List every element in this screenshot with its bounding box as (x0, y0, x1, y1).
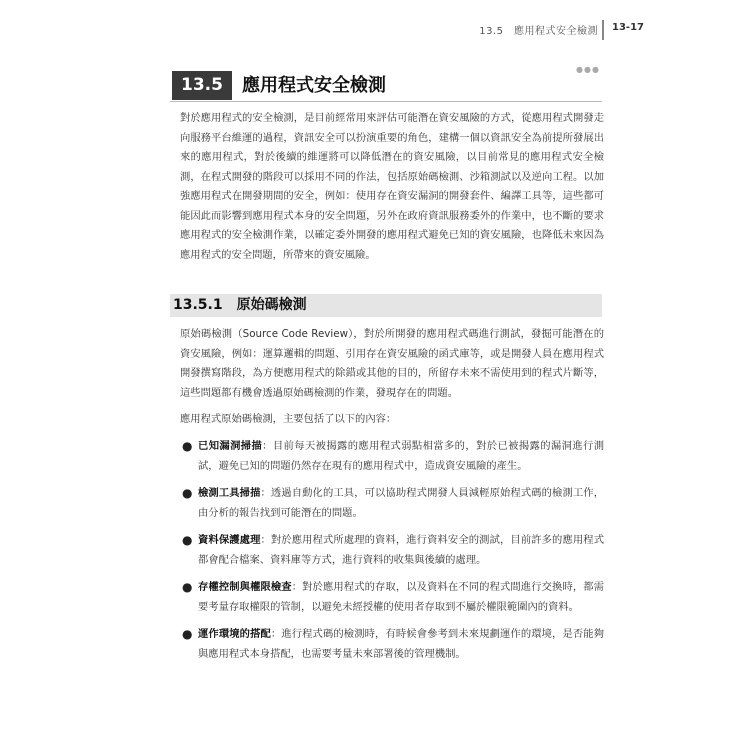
bullet-text: ：進行程式碼的檢測時，有時候會參考到未來規劃運作的環境，是否能夠與應用程式本身搭配，也需要考量未來部署後的管理機制。 (198, 628, 605, 660)
bullet-icon: ● (182, 580, 193, 594)
running-title: 13.5 應用程式安全檢測 (479, 26, 598, 37)
bullet-text: ：目前每天被揭露的應用程式弱點相當多的，對於已被揭露的漏洞進行測試，避免已知的問題仍然存在現有的應用程式中，造成資安風險的產生。 (198, 440, 605, 472)
subsection-title: 13.5.1 原始碼檢測 (173, 297, 307, 313)
list-item (180, 484, 604, 523)
bullet-term: 資料保護處理 (198, 534, 261, 546)
list-item (180, 437, 604, 476)
bullet-icon: ● (182, 486, 193, 500)
page-number: 13-17 (612, 22, 644, 33)
bullet-list (180, 437, 604, 672)
bullet-term: 運作環境的搭配 (198, 628, 271, 640)
bullet-icon: ● (182, 533, 193, 547)
decorative-dots: ●●● (576, 65, 600, 74)
section-title: 應用程式安全檢測 (242, 75, 386, 96)
bullet-term: 已知漏洞掃描 (198, 440, 263, 452)
page-header (0, 18, 750, 42)
header-divider (602, 20, 604, 40)
bullet-text: ：透過自動化的工具，可以協助程式開發人員減輕原始程式碼的檢測工作，由分析的報告找到可能潛在的問題。 (198, 487, 605, 519)
list-intro: 應用程式原始碼檢測，主要包括了以下的內容： (180, 413, 397, 425)
bullet-icon: ● (182, 439, 193, 453)
list-item (180, 531, 604, 570)
list-item (180, 578, 604, 617)
bullet-text: ：對於應用程式的存取，以及資料在不同的程式間進行交換時，都需要考量存取權限的管制，以避免未經授權的使用者存取到不屬於權限範圍內的資料。 (198, 581, 604, 613)
list-item (180, 625, 604, 664)
subsection-heading (170, 294, 602, 317)
bullet-term: 存權控制與權限檢查 (198, 581, 292, 593)
bullet-text: ：對於應用程式所處理的資料，進行資料安全的測試，目前許多的應用程式都會配合檔案、資料庫等方式，進行資料的收集與後續的處理。 (198, 534, 605, 566)
intro-paragraph: 對於應用程式的安全檢測，是目前經常用來評估可能潛在資安風險的方式，從應用程式開發走向服務平台維運的過程，資訊安全可以扮演重要的角色，建構一個以資訊安全為前提所發展出來的應用程式，對於後續的維運將可以降低潛在的資安風險，以目前常見的應用程式安全檢測，在程式開發的階段可以採用不同的作法，包括原始碼檢測、沙箱測試以及逆向工程。以加強應用程式在開發期間的安全，例如：使用存在資安漏洞的開發套件、編譯工具等，這些都可能因此而影響到應用程式本身的安全問題，另外在政府資訊服務委外的作業中，也不斷的要求應用程式的安全檢測作業，以確定委外開發的應用程式避免已知的資安風險，也降低未來因為應用程式的安全問題，所帶來的資安風險。 (180, 112, 604, 261)
bullet-icon: ● (182, 627, 193, 641)
subsection-paragraph: 原始碼檢測（Source Code Review），對於所開發的應用程式碼進行測試，發掘可能潛在的資安風險，例如：運算邏輯的問題、引用存在資安風險的函式庫等，或是開發人員在應用程式開發撰寫階段，為方便應用程式的除錯或其他的目的，所留存未來不需使用到的程式片斷等，這些問題都有機會透過原始碼檢測的作業，發現存在的問題。 (180, 328, 604, 399)
section-number: 13.5 (172, 71, 232, 100)
section-heading (170, 65, 602, 102)
bullet-term: 檢測工具掃描 (198, 487, 261, 499)
